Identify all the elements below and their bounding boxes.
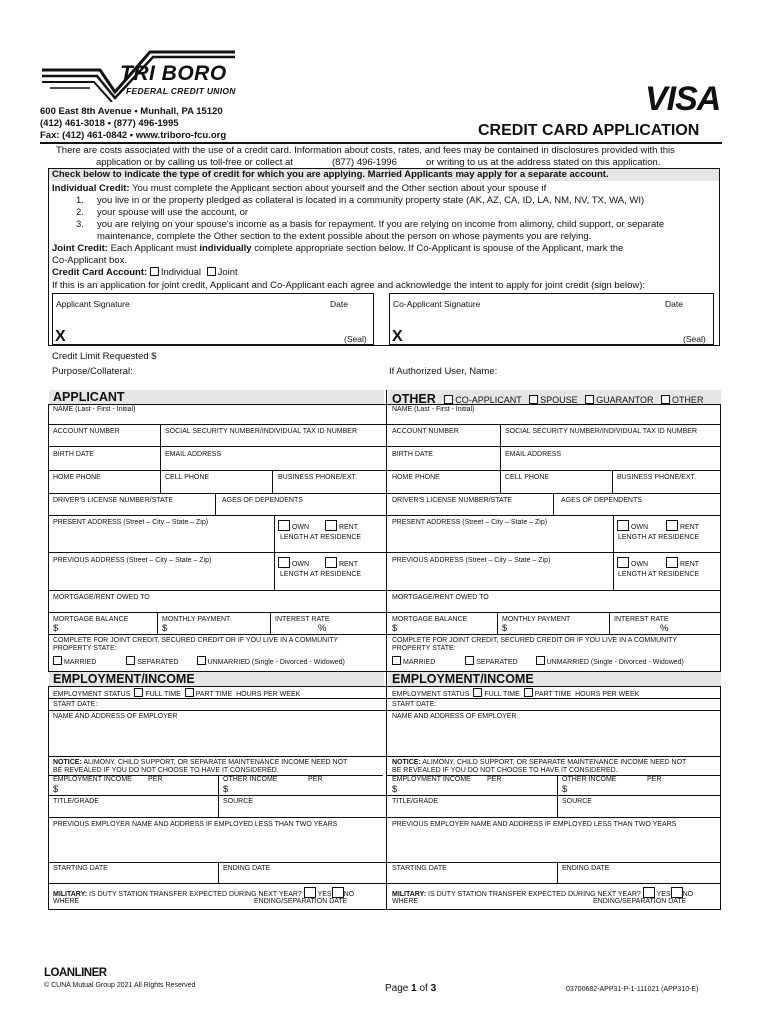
oth-previous-rent-checkbox[interactable] bbox=[666, 557, 678, 568]
app-employer-label[interactable]: NAME AND ADDRESS OF EMPLOYER bbox=[53, 713, 178, 720]
app-starting-date-label[interactable]: STARTING DATE bbox=[53, 865, 108, 872]
oth-monthly-payment-dollar: $ bbox=[502, 623, 508, 634]
app-mortgage-balance-dollar: $ bbox=[53, 623, 59, 634]
oth-unmarried-checkbox[interactable] bbox=[536, 656, 545, 665]
app-present-own[interactable]: OWN bbox=[278, 520, 309, 532]
instruction-item-3: you are relying on your spouse's income as a basis for repayment. If you are relying on income from alimony, child support, or separate bbox=[97, 219, 665, 230]
cu-fax-web: Fax: (412) 461-0842 • www.triboro-fcu.org bbox=[40, 130, 227, 141]
oth-source-label[interactable]: SOURCE bbox=[562, 798, 592, 805]
purpose-label[interactable]: Purpose/Collateral: bbox=[52, 366, 133, 377]
app-email-label[interactable]: EMAIL ADDRESS bbox=[165, 451, 222, 458]
oth-other-income-dollar: $ bbox=[562, 784, 568, 795]
app-present-length-label[interactable]: LENGTH AT RESIDENCE bbox=[280, 534, 362, 541]
oth-community-line-2: PROPERTY STATE: bbox=[392, 645, 456, 652]
oth-community-line-1: COMPLETE FOR JOINT CREDIT, SECURED CREDIT OR IF YOU LIVE IN A COMMUNITY bbox=[392, 637, 678, 644]
app-business-phone-label[interactable]: BUSINESS PHONE/EXT. bbox=[278, 474, 357, 481]
app-notice-line-1: NOTICE: ALIMONY, CHILD SUPPORT, OR SEPARATE MAINTENANCE INCOME NEED NOT bbox=[53, 759, 348, 766]
instruction-item-3-num: 3. bbox=[76, 219, 84, 230]
oth-employment-status: EMPLOYMENT STATUS FULL TIME PART TIME HOURS PER WEEK bbox=[392, 688, 639, 699]
intro-phone: (877) 496-1996 bbox=[332, 157, 397, 168]
individual-checkbox[interactable] bbox=[150, 267, 159, 276]
app-title-grade-label[interactable]: TITLE/GRADE bbox=[53, 798, 99, 805]
instructions-banner: Check below to indicate the type of credit for which you are applying. Married Applicants may apply for a separate account. bbox=[49, 169, 719, 181]
app-other-income-dollar: $ bbox=[223, 784, 229, 795]
cu-address: 600 East 8th Avenue • Munhall, PA 15120 bbox=[40, 106, 223, 117]
app-previous-rent[interactable]: RENT bbox=[325, 557, 358, 569]
joint-credit-line: Joint Credit: Each Applicant must individually complete appropriate section below. If Co-Applicant is spouse of the Applicant, mark the bbox=[52, 243, 624, 254]
co-applicant-checkbox[interactable] bbox=[444, 395, 453, 404]
coapplicant-signature-label: Co-Applicant Signature bbox=[393, 299, 481, 309]
oth-previous-rent[interactable]: RENT bbox=[666, 557, 699, 569]
app-mortgage-rent-label[interactable]: MORTGAGE/RENT OWED TO bbox=[53, 594, 150, 601]
oth-full-time-checkbox[interactable] bbox=[473, 688, 482, 697]
credit-card-account-line: Credit Card Account: Individual Joint bbox=[52, 267, 238, 278]
oth-where-label[interactable]: WHERE bbox=[392, 898, 419, 905]
credit-limit-label[interactable]: Credit Limit Requested $ bbox=[52, 351, 157, 362]
intro-line-1: There are costs associated with the use of a credit card. Information about costs, rates, and fees may be contained in disclosures provided with this bbox=[56, 145, 675, 156]
app-where-label[interactable]: WHERE bbox=[53, 898, 80, 905]
oth-separated-checkbox[interactable] bbox=[465, 656, 474, 665]
oth-ending-date-label[interactable]: ENDING DATE bbox=[562, 865, 610, 872]
app-interest-rate-label[interactable]: INTEREST RATE bbox=[275, 616, 330, 623]
cu-phone: (412) 461-3018 • (877) 496-1995 bbox=[40, 118, 179, 129]
intro-line-2b: or writing to us at the address stated on this application. bbox=[426, 157, 661, 168]
app-previous-length-label[interactable]: LENGTH AT RESIDENCE bbox=[280, 571, 362, 578]
header-rule bbox=[40, 142, 722, 144]
app-ending-separation-label[interactable]: ENDING/SEPARATION DATE bbox=[254, 898, 348, 905]
app-cell-phone-label[interactable]: CELL PHONE bbox=[165, 474, 210, 481]
app-previous-rent-checkbox[interactable] bbox=[325, 557, 337, 568]
oth-business-phone-label[interactable]: BUSINESS PHONE/EXT. bbox=[617, 474, 696, 481]
page-indicator: Page 1 of 3 bbox=[385, 983, 437, 994]
intro-line-2a: application or by calling us toll-free or collect at bbox=[96, 157, 293, 168]
app-married-checkbox[interactable] bbox=[53, 656, 62, 665]
coapplicant-sign-x: X bbox=[392, 328, 403, 345]
app-previous-own-checkbox[interactable] bbox=[278, 557, 290, 568]
oth-present-own[interactable]: OWN bbox=[617, 520, 648, 532]
tri-boro-logo bbox=[40, 48, 240, 102]
app-source-label[interactable]: SOURCE bbox=[223, 798, 253, 805]
oth-monthly-payment-label[interactable]: MONTHLY PAYMENT bbox=[502, 616, 571, 623]
credit-card-account-title: Credit Card Account: bbox=[52, 267, 148, 278]
app-start-date-label[interactable]: START DATE: bbox=[53, 701, 98, 708]
coapplicant-date-label: Date bbox=[665, 299, 683, 309]
app-present-rent[interactable]: RENT bbox=[325, 520, 358, 532]
app-notice-line-2: BE REVEALED IF YOU DO NOT CHOOSE TO HAVE IT CONSIDERED. bbox=[53, 767, 279, 774]
oth-present-length-label[interactable]: LENGTH AT RESIDENCE bbox=[618, 534, 700, 541]
app-present-rent-checkbox[interactable] bbox=[325, 520, 337, 531]
oth-previous-own-checkbox[interactable] bbox=[617, 557, 629, 568]
app-part-time-checkbox[interactable] bbox=[185, 688, 194, 697]
app-previous-employer-label[interactable]: PREVIOUS EMPLOYER NAME AND ADDRESS IF EMPLOYED LESS THAN TWO YEARS bbox=[53, 821, 338, 828]
individual-credit-title: Individual Credit: bbox=[52, 183, 130, 194]
joint-checkbox[interactable] bbox=[207, 267, 216, 276]
joint-sign-text: If this is an application for joint credit, Applicant and Co-Applicant each agree and acknowledge the intent to apply for joint credit (sign below): bbox=[52, 280, 646, 291]
applicant-date-label: Date bbox=[330, 299, 348, 309]
oth-ages-dependents-label[interactable]: AGES OF DEPENDENTS bbox=[561, 497, 642, 504]
app-birth-date-label[interactable]: BIRTH DATE bbox=[53, 451, 94, 458]
app-monthly-payment-dollar: $ bbox=[162, 623, 168, 634]
app-interest-rate-percent: % bbox=[318, 623, 327, 634]
oth-employment-title: EMPLOYMENT/INCOME bbox=[392, 672, 534, 686]
guarantor-checkbox[interactable] bbox=[585, 395, 594, 404]
oth-employment-income-label[interactable]: EMPLOYMENT INCOME bbox=[392, 776, 471, 783]
oth-previous-own[interactable]: OWN bbox=[617, 557, 648, 569]
oth-other-income-label[interactable]: OTHER INCOME bbox=[562, 776, 617, 783]
oth-title-grade-label[interactable]: TITLE/GRADE bbox=[392, 798, 438, 805]
instruction-item-1-num: 1. bbox=[76, 195, 84, 206]
form-title: CREDIT CARD APPLICATION bbox=[478, 122, 700, 139]
oth-present-address-label[interactable]: PRESENT ADDRESS (Street – City – State – Zip) bbox=[392, 519, 548, 526]
oth-notice-line-1: NOTICE: ALIMONY, CHILD SUPPORT, OR SEPARATE MAINTENANCE INCOME NEED NOT bbox=[392, 759, 687, 766]
oth-present-own-checkbox[interactable] bbox=[617, 520, 629, 531]
app-ending-date-label[interactable]: ENDING DATE bbox=[223, 865, 271, 872]
applicant-seal: (Seal) bbox=[344, 334, 367, 344]
other-title: OTHER bbox=[392, 392, 436, 406]
applicant-title: APPLICANT bbox=[53, 390, 125, 404]
applicant-sign-x: X bbox=[55, 328, 66, 345]
oth-employment-income-dollar: $ bbox=[392, 784, 398, 795]
oth-account-number-label[interactable]: ACCOUNT NUMBER bbox=[392, 428, 459, 435]
oth-interest-rate-percent: % bbox=[660, 623, 669, 634]
oth-drivers-license-label[interactable]: DRIVER'S LICENSE NUMBER/STATE bbox=[392, 497, 513, 504]
oth-military-line: MILITARY: IS DUTY STATION TRANSFER EXPECTED DURING NEXT YEAR? YES NO bbox=[392, 887, 693, 899]
app-other-income-per: PER bbox=[308, 776, 323, 783]
cu-subtitle: FEDERAL CREDIT UNION bbox=[126, 86, 236, 96]
oth-start-date-label[interactable]: START DATE: bbox=[392, 701, 437, 708]
oth-military-no-checkbox[interactable] bbox=[671, 887, 683, 898]
oth-email-label[interactable]: EMAIL ADDRESS bbox=[505, 451, 562, 458]
oth-starting-date-label[interactable]: STARTING DATE bbox=[392, 865, 447, 872]
individual-credit-line bbox=[52, 183, 546, 194]
app-present-address-label[interactable]: PRESENT ADDRESS (Street – City – State – Zip) bbox=[53, 519, 209, 526]
app-military-yes-checkbox[interactable] bbox=[304, 887, 316, 898]
app-monthly-payment-label[interactable]: MONTHLY PAYMENT bbox=[162, 616, 231, 623]
instruction-item-2: your spouse will use the account, or bbox=[97, 207, 249, 218]
visa-logo: VISA bbox=[645, 80, 721, 118]
app-employment-income-per: PER bbox=[148, 776, 163, 783]
app-full-time-checkbox[interactable] bbox=[134, 688, 143, 697]
loanliner-logo: LOANLINER bbox=[44, 967, 107, 979]
app-employment-status: EMPLOYMENT STATUS FULL TIME PART TIME HOURS PER WEEK bbox=[53, 688, 300, 699]
joint-credit-title: Joint Credit: bbox=[52, 243, 108, 254]
grid-center-divider bbox=[386, 390, 387, 672]
oth-home-phone-label[interactable]: HOME PHONE bbox=[392, 474, 440, 481]
instruction-item-3-cont: maintenance, complete the Other section to the extent possible about the person on whose payments you are relying. bbox=[97, 231, 592, 242]
app-drivers-license-label[interactable]: DRIVER'S LICENSE NUMBER/STATE bbox=[53, 497, 174, 504]
app-previous-address-label[interactable]: PREVIOUS ADDRESS (Street – City – State – Zip) bbox=[53, 557, 212, 564]
app-employment-income-label[interactable]: EMPLOYMENT INCOME bbox=[53, 776, 132, 783]
app-other-income-label[interactable]: OTHER INCOME bbox=[223, 776, 278, 783]
copyright: © CUNA Mutual Group 2021 All Rights Reserved bbox=[44, 982, 196, 989]
employment-center-divider bbox=[386, 672, 387, 910]
oth-military-yes-checkbox[interactable] bbox=[643, 887, 655, 898]
cu-name: TRI BORO bbox=[120, 62, 227, 85]
oth-name-label[interactable]: NAME (Last - First - Initial) bbox=[392, 406, 475, 413]
instruction-item-2-num: 2. bbox=[76, 207, 84, 218]
oth-cell-phone-label[interactable]: CELL PHONE bbox=[505, 474, 550, 481]
oth-marital-options: MARRIED SEPARATED UNMARRIED (Single - Divorced - Widowed) bbox=[392, 656, 684, 667]
app-military-line: MILITARY: IS DUTY STATION TRANSFER EXPECTED DURING NEXT YEAR? YES NO bbox=[53, 887, 354, 899]
oth-previous-employer-label[interactable]: PREVIOUS EMPLOYER NAME AND ADDRESS IF EMPLOYED LESS THAN TWO YEARS bbox=[392, 821, 677, 828]
oth-married-checkbox[interactable] bbox=[392, 656, 401, 665]
applicant-signature-label: Applicant Signature bbox=[56, 299, 130, 309]
oth-other-income-per: PER bbox=[647, 776, 662, 783]
app-previous-own[interactable]: OWN bbox=[278, 557, 309, 569]
oth-employment-income-per: PER bbox=[487, 776, 502, 783]
app-marital-options: MARRIED SEPARATED UNMARRIED (Single - Divorced - Widowed) bbox=[53, 656, 345, 667]
oth-ssn-label[interactable]: SOCIAL SECURITY NUMBER/INDIVIDUAL TAX ID NUMBER bbox=[505, 428, 698, 435]
app-ages-dependents-label[interactable]: AGES OF DEPENDENTS bbox=[222, 497, 303, 504]
coapplicant-seal: (Seal) bbox=[683, 334, 706, 344]
form-code: 03700682-APP31-P-1-111021 (APP310-E) bbox=[566, 986, 699, 993]
app-name-label[interactable]: NAME (Last - First - Initial) bbox=[53, 406, 136, 413]
oth-mortgage-rent-label[interactable]: MORTGAGE/RENT OWED TO bbox=[392, 594, 489, 601]
oth-interest-rate-label[interactable]: INTEREST RATE bbox=[614, 616, 669, 623]
oth-ending-separation-label[interactable]: ENDING/SEPARATION DATE bbox=[593, 898, 687, 905]
oth-present-rent-checkbox[interactable] bbox=[666, 520, 678, 531]
oth-notice-line-2: BE REVEALED IF YOU DO NOT CHOOSE TO HAVE IT CONSIDERED. bbox=[392, 767, 618, 774]
app-separated-checkbox[interactable] bbox=[126, 656, 135, 665]
authorized-user-label[interactable]: If Authorized User, Name: bbox=[389, 366, 498, 377]
app-present-own-checkbox[interactable] bbox=[278, 520, 290, 531]
app-community-line-1: COMPLETE FOR JOINT CREDIT, SECURED CREDIT OR IF YOU LIVE IN A COMMUNITY bbox=[53, 637, 339, 644]
oth-mortgage-balance-label[interactable]: MORTGAGE BALANCE bbox=[392, 616, 468, 623]
instruction-item-1: you live in or the property pledged as collateral is located in a community property state (AK, AZ, CA, ID, LA, NM, NV, TX, WA, WI) bbox=[97, 195, 645, 206]
app-unmarried-checkbox[interactable] bbox=[197, 656, 206, 665]
oth-present-rent[interactable]: RENT bbox=[666, 520, 699, 532]
oth-employer-label[interactable]: NAME AND ADDRESS OF EMPLOYER bbox=[392, 713, 517, 720]
other-title-row: OTHER CO-APPLICANT SPOUSE GUARANTOR OTHER bbox=[392, 392, 704, 406]
app-home-phone-label[interactable]: HOME PHONE bbox=[53, 474, 101, 481]
other-type-checkbox[interactable] bbox=[661, 395, 670, 404]
app-mortgage-balance-label[interactable]: MORTGAGE BALANCE bbox=[53, 616, 129, 623]
oth-part-time-checkbox[interactable] bbox=[524, 688, 533, 697]
app-employment-title: EMPLOYMENT/INCOME bbox=[53, 672, 195, 686]
app-employment-income-dollar: $ bbox=[53, 784, 59, 795]
joint-credit-cont: Co-Applicant box. bbox=[52, 255, 127, 266]
app-account-number-label[interactable]: ACCOUNT NUMBER bbox=[53, 428, 120, 435]
app-military-no-checkbox[interactable] bbox=[332, 887, 344, 898]
app-community-line-2: PROPERTY STATE: bbox=[53, 645, 117, 652]
spouse-checkbox[interactable] bbox=[529, 395, 538, 404]
app-ssn-label[interactable]: SOCIAL SECURITY NUMBER/INDIVIDUAL TAX ID NUMBER bbox=[165, 428, 358, 435]
oth-previous-address-label[interactable]: PREVIOUS ADDRESS (Street – City – State – Zip) bbox=[392, 557, 551, 564]
oth-mortgage-balance-dollar: $ bbox=[392, 623, 398, 634]
oth-previous-length-label[interactable]: LENGTH AT RESIDENCE bbox=[618, 571, 700, 578]
oth-birth-date-label[interactable]: BIRTH DATE bbox=[392, 451, 433, 458]
individual-credit-text: You must complete the Applicant section about yourself and the Other section about your spouse if bbox=[132, 183, 547, 194]
